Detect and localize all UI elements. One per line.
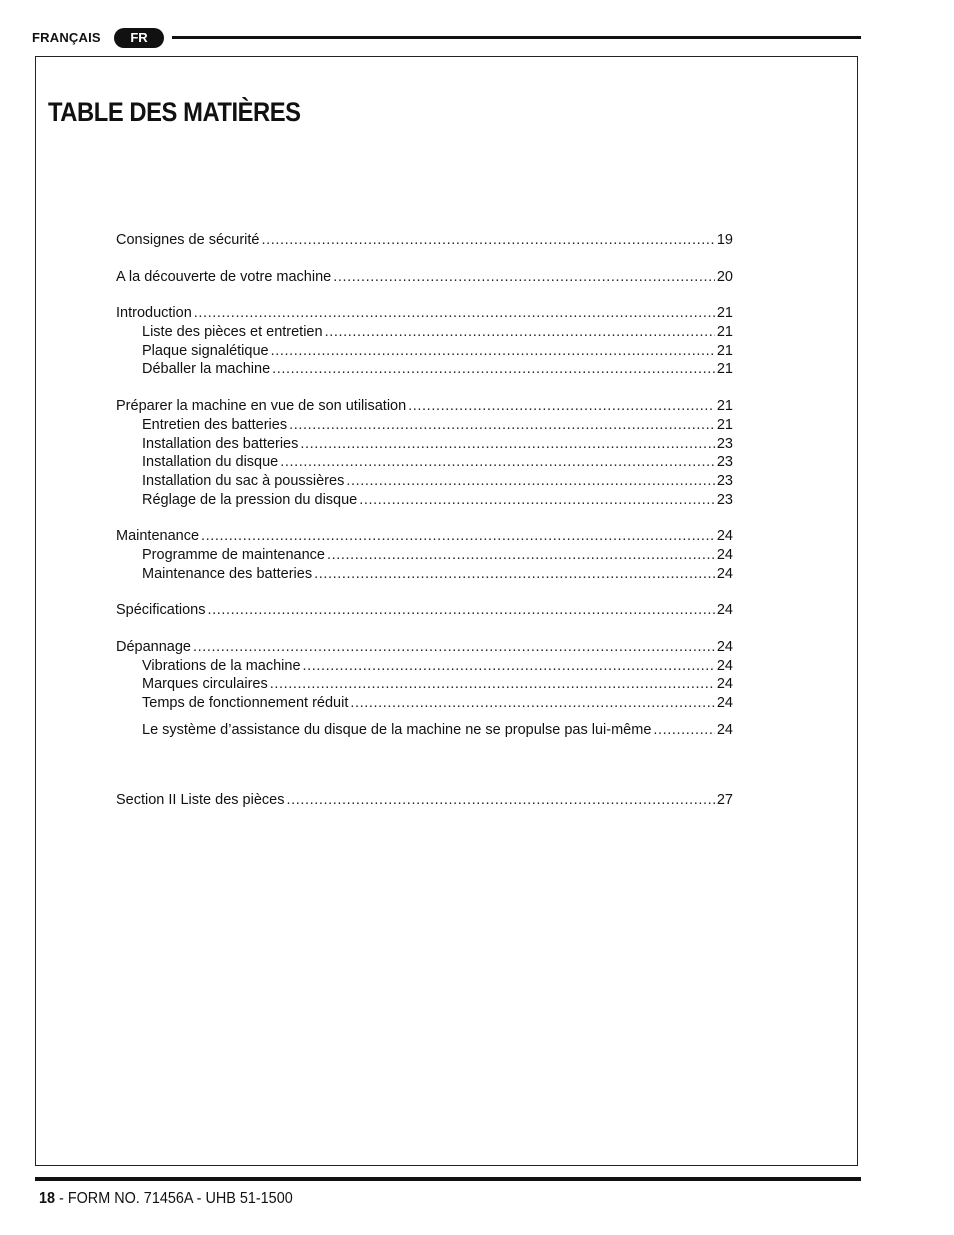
toc-entry-label: Introduction bbox=[116, 305, 192, 322]
leader-dots bbox=[346, 472, 715, 491]
toc-subentry[interactable] bbox=[116, 657, 733, 676]
toc-entry-label: Temps de fonctionnement réduit bbox=[142, 695, 349, 712]
leader-dots bbox=[286, 791, 714, 810]
page-title: TABLE DES MATIÈRES bbox=[48, 97, 301, 127]
toc-entry-label: Maintenance des batteries bbox=[142, 565, 313, 582]
leader-dots bbox=[289, 416, 715, 435]
toc-section-maintenance bbox=[116, 527, 733, 583]
toc-entry[interactable] bbox=[116, 268, 733, 287]
toc-entry[interactable] bbox=[116, 638, 733, 657]
toc-entry-page: 21 bbox=[716, 398, 733, 415]
leader-dots bbox=[300, 435, 714, 454]
toc-entry-label: Maintenance bbox=[116, 528, 200, 545]
leader-dots bbox=[272, 360, 715, 379]
toc-subentry[interactable] bbox=[116, 435, 733, 454]
footer-rule bbox=[35, 1177, 861, 1181]
toc-entry[interactable] bbox=[116, 527, 733, 546]
leader-dots bbox=[303, 657, 715, 676]
toc-entry-label: Réglage de la pression du disque bbox=[142, 491, 358, 508]
leader-dots bbox=[327, 546, 715, 565]
toc-section-consignes bbox=[116, 231, 733, 250]
toc-entry-page: 24 bbox=[716, 528, 733, 545]
toc-entry-label: Consignes de sécurité bbox=[116, 232, 260, 248]
leader-dots bbox=[314, 565, 715, 584]
toc-entry-page: 24 bbox=[716, 657, 733, 674]
toc-entry-page: 24 bbox=[716, 721, 733, 738]
leader-dots bbox=[408, 397, 715, 416]
toc-section-introduction bbox=[116, 304, 733, 379]
toc-entry-label: Programme de maintenance bbox=[142, 546, 325, 563]
toc-entry-page: 21 bbox=[716, 305, 733, 322]
table-of-contents bbox=[116, 231, 733, 828]
toc-subentry[interactable] bbox=[116, 546, 733, 565]
toc-entry[interactable] bbox=[116, 397, 733, 416]
toc-entry-label: Entretien des batteries bbox=[142, 416, 288, 433]
leader-dots bbox=[193, 638, 715, 657]
toc-section-preparer bbox=[116, 397, 733, 509]
toc-entry-page: 23 bbox=[716, 472, 733, 489]
toc-entry-label: Marques circulaires bbox=[142, 676, 268, 693]
content-frame bbox=[35, 56, 858, 1166]
leader-dots bbox=[270, 675, 715, 694]
toc-subentry[interactable] bbox=[116, 565, 733, 584]
leader-dots bbox=[207, 601, 714, 620]
toc-entry-label: Spécifications bbox=[116, 602, 206, 619]
toc-entry-page: 24 bbox=[716, 639, 733, 655]
toc-entry-page: 24 bbox=[716, 546, 733, 563]
toc-entry[interactable] bbox=[116, 791, 733, 810]
toc-entry[interactable] bbox=[116, 304, 733, 323]
toc-entry-page: 23 bbox=[716, 435, 733, 452]
toc-entry-page: 21 bbox=[716, 324, 733, 341]
toc-entry-page: 24 bbox=[716, 695, 733, 712]
toc-subentry[interactable] bbox=[116, 721, 733, 740]
leader-dots bbox=[280, 453, 715, 472]
language-badge: FR bbox=[114, 28, 164, 48]
toc-subentry[interactable] bbox=[116, 491, 733, 510]
leader-dots bbox=[333, 268, 715, 287]
leader-dots bbox=[271, 342, 715, 361]
leader-dots bbox=[653, 721, 714, 740]
leader-dots bbox=[261, 231, 714, 250]
page-footer bbox=[39, 1190, 293, 1208]
toc-entry[interactable] bbox=[116, 231, 733, 250]
toc-entry-page: 21 bbox=[716, 342, 733, 359]
toc-entry-label: Installation des batteries bbox=[142, 435, 299, 452]
toc-subentry[interactable] bbox=[116, 416, 733, 435]
leader-dots bbox=[194, 304, 715, 323]
toc-subentry[interactable] bbox=[116, 360, 733, 379]
toc-entry-label: Section II Liste des pièces bbox=[116, 792, 285, 809]
toc-entry-page: 27 bbox=[716, 792, 733, 809]
toc-entry-page: 24 bbox=[716, 565, 733, 582]
page-number: 18 bbox=[39, 1190, 56, 1207]
toc-entry-label: Installation du disque bbox=[142, 454, 279, 471]
leader-dots bbox=[325, 323, 715, 342]
header-rule bbox=[172, 36, 861, 39]
toc-entry-page: 23 bbox=[716, 491, 733, 508]
toc-entry-page: 23 bbox=[716, 454, 733, 471]
toc-entry-page: 24 bbox=[716, 602, 733, 619]
toc-entry-label: A la découverte de votre machine bbox=[116, 268, 332, 285]
page-header bbox=[32, 28, 861, 50]
toc-subentry[interactable] bbox=[116, 694, 733, 713]
leader-dots bbox=[359, 491, 715, 510]
toc-entry-label: Plaque signalétique bbox=[142, 342, 269, 359]
toc-entry-label: Le système d’assistance du disque de la machine ne se propulse pas lui-même bbox=[142, 721, 652, 738]
toc-subentry[interactable] bbox=[116, 453, 733, 472]
toc-entry-label: Dépannage bbox=[116, 639, 191, 655]
toc-entry-page: 24 bbox=[716, 676, 733, 693]
toc-entry-page: 21 bbox=[716, 416, 733, 433]
toc-section-parts-list bbox=[116, 791, 733, 810]
toc-entry-label: Déballer la machine bbox=[142, 361, 271, 378]
toc-section-depannage bbox=[116, 638, 733, 739]
language-label: FRANÇAIS bbox=[32, 30, 101, 45]
toc-section-specifications bbox=[116, 601, 733, 620]
form-number: - FORM NO. 71456A - UHB 51-1500 bbox=[55, 1190, 293, 1207]
toc-entry-label: Vibrations de la machine bbox=[142, 657, 301, 674]
toc-entry-label: Préparer la machine en vue de son utilisation bbox=[116, 398, 407, 415]
toc-subentry[interactable] bbox=[116, 323, 733, 342]
toc-section-decouverte bbox=[116, 268, 733, 287]
toc-subentry[interactable] bbox=[116, 675, 733, 694]
toc-entry-page: 20 bbox=[716, 268, 733, 285]
leader-dots bbox=[201, 527, 715, 546]
toc-entry-page: 19 bbox=[716, 232, 733, 248]
leader-dots bbox=[350, 694, 715, 713]
toc-entry[interactable] bbox=[116, 601, 733, 620]
toc-entry-label: Installation du sac à poussières bbox=[142, 472, 345, 489]
toc-subentry[interactable] bbox=[116, 342, 733, 361]
toc-subentry[interactable] bbox=[116, 472, 733, 491]
toc-entry-page: 21 bbox=[716, 361, 733, 378]
toc-entry-label: Liste des pièces et entretien bbox=[142, 324, 323, 341]
